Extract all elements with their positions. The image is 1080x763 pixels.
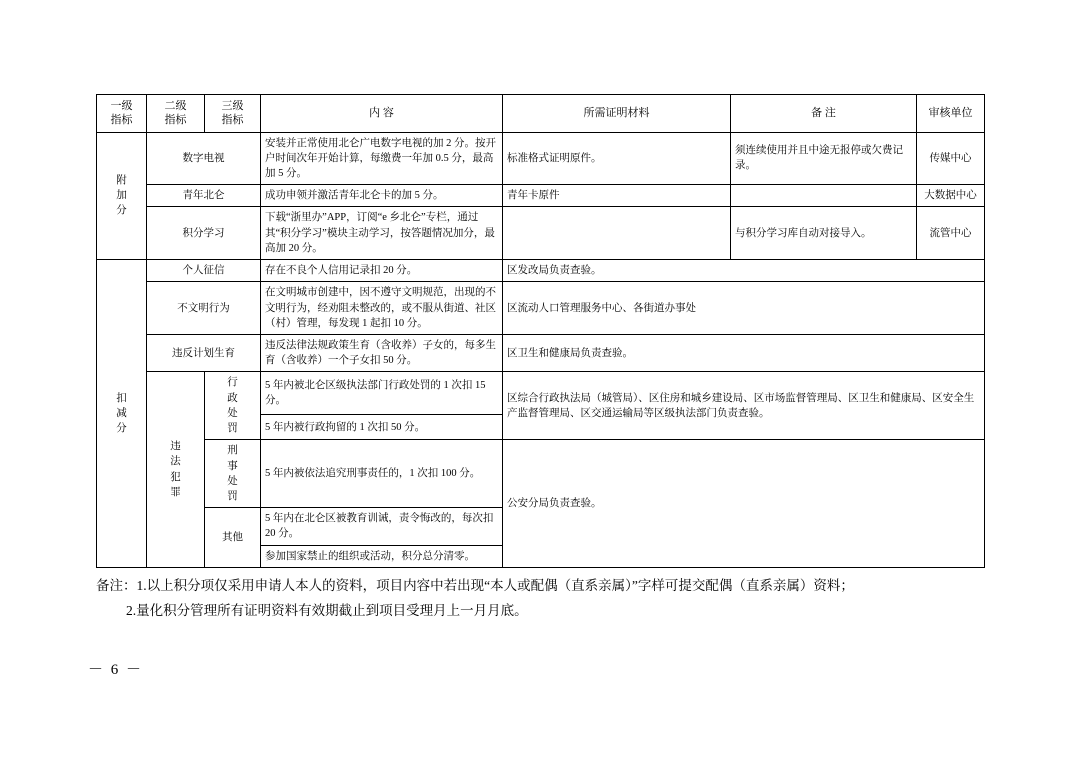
row-content: 5 年内被行政拘留的 1 次扣 50 分。 xyxy=(261,415,503,440)
table-row xyxy=(97,185,985,207)
row-materials: 标准格式证明原件。 xyxy=(503,132,731,185)
table-row xyxy=(97,335,985,372)
row-unit: 流管中心 xyxy=(917,207,985,260)
header-level1: 一级 指标 xyxy=(97,95,147,133)
note-line-1 xyxy=(96,574,996,599)
table-header-row xyxy=(97,95,985,133)
table-notes xyxy=(96,574,996,624)
scoring-criteria-table xyxy=(96,94,985,568)
row-level2-label: 违反计划生育 xyxy=(147,335,261,372)
header-level2: 二级 指标 xyxy=(147,95,205,133)
table-row xyxy=(97,132,985,185)
row-materials: 青年卡原件 xyxy=(503,185,731,207)
note-line-2: 2.量化积分管理所有证明资料有效期截止到项目受理月上一月月底。 xyxy=(126,602,528,618)
row-content: 安装并正常使用北仑广电数字电视的加 2 分。按开户时间次年开始计算，每缴费一年加 0.5 分，最高加 5 分。 xyxy=(261,132,503,185)
row-content: 存在不良个人信用记录扣 20 分。 xyxy=(261,260,503,282)
row-content: 5 年内被北仑区级执法部门行政处罚的 1 次扣 15 分。 xyxy=(261,372,503,415)
row-level2-label-illegal: 违法犯罪 xyxy=(147,372,205,567)
row-remark: 与积分学习库自动对接导入。 xyxy=(731,207,917,260)
table-row xyxy=(97,440,985,508)
table-row xyxy=(97,282,985,335)
note-label: 备注： xyxy=(96,578,137,593)
row-materials: 区发改局负责查验。 xyxy=(503,260,985,282)
row-level3-label: 刑事处罚 xyxy=(205,440,261,508)
row-content: 5 年内被依法追究刑事责任的，1 次扣 100 分。 xyxy=(261,440,503,508)
row-remark xyxy=(731,185,917,207)
row-content: 在文明城市创建中，因不遵守文明规范，出现的不文明行为，经劝阻未整改的，或不服从街道、社区（村）管理，每发现 1 起扣 10 分。 xyxy=(261,282,503,335)
table-row xyxy=(97,372,985,415)
row-remark: 须连续使用并且中途无报停或欠费记录。 xyxy=(731,132,917,185)
note-text-1: 1.以上积分项仅采用申请人本人的资料，项目内容中若出现“本人或配偶（直系亲属）”字样可提交配偶（直系亲属）资料； xyxy=(136,578,854,593)
header-level3: 三级 指标 xyxy=(205,95,261,133)
row-content: 成功申领并激活青年北仑卡的加 5 分。 xyxy=(261,185,503,207)
header-remark: 备 注 xyxy=(731,95,917,133)
row-level3-label: 行政处罚 xyxy=(205,372,261,440)
row-level2-label: 青年北仑 xyxy=(147,185,261,207)
row-level2-label: 个人征信 xyxy=(147,260,261,282)
table-row xyxy=(97,260,985,282)
group-label-deduction: 扣减分 xyxy=(97,260,147,568)
row-level2-label: 积分学习 xyxy=(147,207,261,260)
row-unit: 大数据中心 xyxy=(917,185,985,207)
row-content: 违反法律法规政策生育（含收养）子女的，每多生育（含收养）一个子女扣 50 分。 xyxy=(261,335,503,372)
row-unit: 传媒中心 xyxy=(917,132,985,185)
row-materials xyxy=(503,207,731,260)
table-row xyxy=(97,207,985,260)
row-materials: 区卫生和健康局负责查验。 xyxy=(503,335,985,372)
row-content: 下载“浙里办”APP，订阅“e 乡北仑”专栏，通过其“积分学习”模块主动学习，按答题情况加分，最高加 20 分。 xyxy=(261,207,503,260)
row-materials: 区流动人口管理服务中心、各街道办事处 xyxy=(503,282,985,335)
row-level2-label: 数字电视 xyxy=(147,132,261,185)
row-content: 5 年内在北仑区被教育训诫，责令悔改的，每次扣 20 分。 xyxy=(261,508,503,545)
row-materials: 公安分局负责查验。 xyxy=(503,440,985,568)
header-unit: 审核单位 xyxy=(917,95,985,133)
header-content: 内 容 xyxy=(261,95,503,133)
group-label-bonus: 附加分 xyxy=(97,132,147,260)
row-materials: 区综合行政执法局（城管局）、区住房和城乡建设局、区市场监督管理局、区卫生和健康局、区安全生产监督管理局、区交通运输局等区级执法部门负责查验。 xyxy=(503,372,985,440)
row-content: 参加国家禁止的组织或活动，积分总分清零。 xyxy=(261,545,503,567)
header-materials: 所需证明材料 xyxy=(503,95,731,133)
row-level2-label: 不文明行为 xyxy=(147,282,261,335)
row-level3-label: 其他 xyxy=(205,508,261,568)
page-number: － 6 － xyxy=(88,662,144,678)
